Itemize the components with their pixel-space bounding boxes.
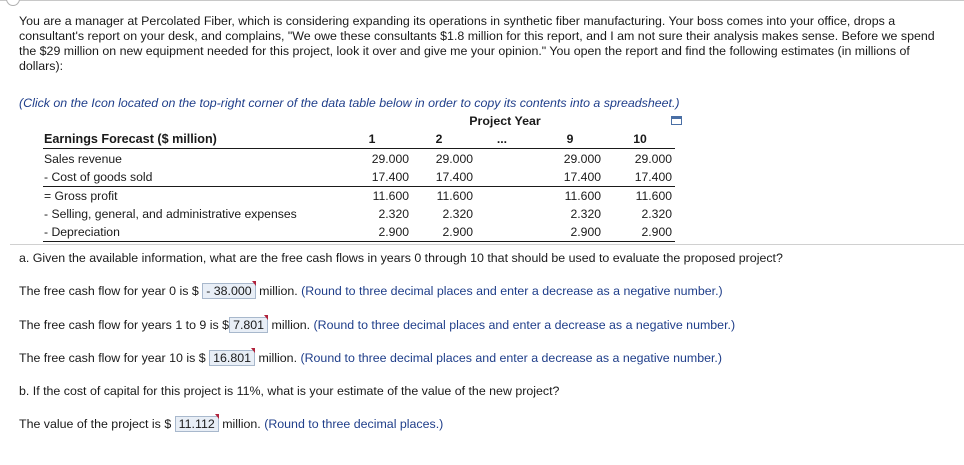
table-header-row [0, 130, 964, 148]
table-row [0, 187, 964, 205]
table-cell: 17.400 [435, 170, 473, 184]
fcf-year10-answer-field[interactable]: 16.801 [209, 350, 255, 366]
fcf-year10-suffix: million. [258, 351, 298, 365]
fcf-year0-answer-field[interactable]: - 38.000 [202, 283, 255, 299]
table-cell: 11.600 [564, 189, 601, 203]
project-value-suffix: million. [222, 417, 261, 431]
table-cell: 2.900 [378, 225, 409, 239]
table-row [0, 168, 964, 186]
project-value-hint: (Round to three decimal places.) [264, 417, 444, 431]
table-cell: 29.000 [435, 152, 473, 166]
row-label: = Gross profit [44, 189, 118, 203]
table-bottom-rule [43, 241, 675, 242]
table-cell: 29.000 [634, 152, 672, 166]
problem-intro: You are a manager at Percolated Fiber, which is considering expanding its operations in synthetic fiber manufacturing. Your boss comes into your office, drops a consultant's report on your desk, and complains, "We owe these consultants $1.8 million for this report, and I am not sure their analysis makes sense. Before we spend the $29 million on new equipment needed for this project, look it over and give me your opinion." You open the report and find the following estimates (in millions of dollars): [19, 14, 935, 73]
table-cell: 29.000 [371, 152, 409, 166]
fcf-year0-prefix: The free cash flow for year 0 is $ [19, 284, 199, 298]
copy-table-icon[interactable] [671, 116, 682, 125]
row-label: - Cost of goods sold [44, 170, 153, 184]
table-row [0, 223, 964, 241]
fcf-years1-9-line [19, 317, 735, 333]
fcf-year0-hint: (Round to three decimal places and enter a decrease as a negative number.) [301, 284, 723, 298]
table-cell: 17.400 [634, 170, 672, 184]
table-cell: 29.000 [563, 152, 601, 166]
table-row [0, 150, 964, 168]
table-cell: 2.320 [442, 207, 473, 221]
table-cell: 2.320 [570, 207, 601, 221]
table-cell: 11.600 [635, 189, 672, 203]
row-label: Sales revenue [44, 152, 122, 166]
column-header: 9 [566, 132, 574, 146]
table-row [0, 205, 964, 223]
project-value-answer-field[interactable]: 11.112 [175, 416, 219, 432]
column-header: 1 [368, 132, 376, 146]
table-cell: 17.400 [563, 170, 601, 184]
fcf-years1-9-hint: (Round to three decimal places and enter a decrease as a negative number.) [313, 318, 736, 332]
column-header-ellipsis: ... [496, 132, 508, 146]
column-header: 2 [435, 132, 443, 146]
row-label: - Selling, general, and administrative expenses [44, 207, 297, 221]
question-status-icon [6, 0, 20, 6]
project-value-line [19, 416, 443, 432]
row-label: - Depreciation [44, 225, 120, 239]
click-note: (Click on the Icon located on the top-right corner of the data table below in order to copy its contents into a spreadsheet.) [19, 96, 680, 110]
table-cell: 11.600 [436, 189, 473, 203]
table-cell: 2.900 [442, 225, 473, 239]
part-a-question: a. Given the available information, what are the free cash flows in years 0 through 10 that should be used to evaluate the proposed project? [19, 251, 783, 265]
fcf-year10-line [19, 350, 722, 366]
table-title: Project Year [469, 114, 541, 128]
fcf-year0-line [19, 283, 723, 299]
column-header: 10 [633, 132, 647, 146]
table-cell: 2.320 [641, 207, 672, 221]
project-value-prefix: The value of the project is $ [19, 417, 172, 431]
table-cell: 17.400 [371, 170, 409, 184]
part-b-question: b. If the cost of capital for this project is 11%, what is your estimate of the value of the new project? [19, 384, 560, 398]
table-header-label: Earnings Forecast ($ million) [44, 132, 217, 146]
table-cell: 11.600 [372, 189, 409, 203]
section-divider [10, 244, 964, 245]
fcf-years1-9-prefix: The free cash flow for years 1 to 9 is $ [19, 318, 230, 332]
table-cell: 2.320 [378, 207, 409, 221]
table-cell: 2.900 [641, 225, 672, 239]
table-header-rule [43, 148, 675, 149]
fcf-year10-hint: (Round to three decimal places and enter a decrease as a negative number.) [300, 351, 723, 365]
top-divider [0, 0, 964, 1]
fcf-year10-prefix: The free cash flow for year 10 is $ [19, 351, 206, 365]
fcf-year0-suffix: million. [259, 284, 298, 298]
fcf-years1-9-suffix: million. [271, 318, 311, 332]
fcf-years1-9-answer-field[interactable]: 7.801 [229, 317, 268, 333]
table-cell: 2.900 [570, 225, 601, 239]
